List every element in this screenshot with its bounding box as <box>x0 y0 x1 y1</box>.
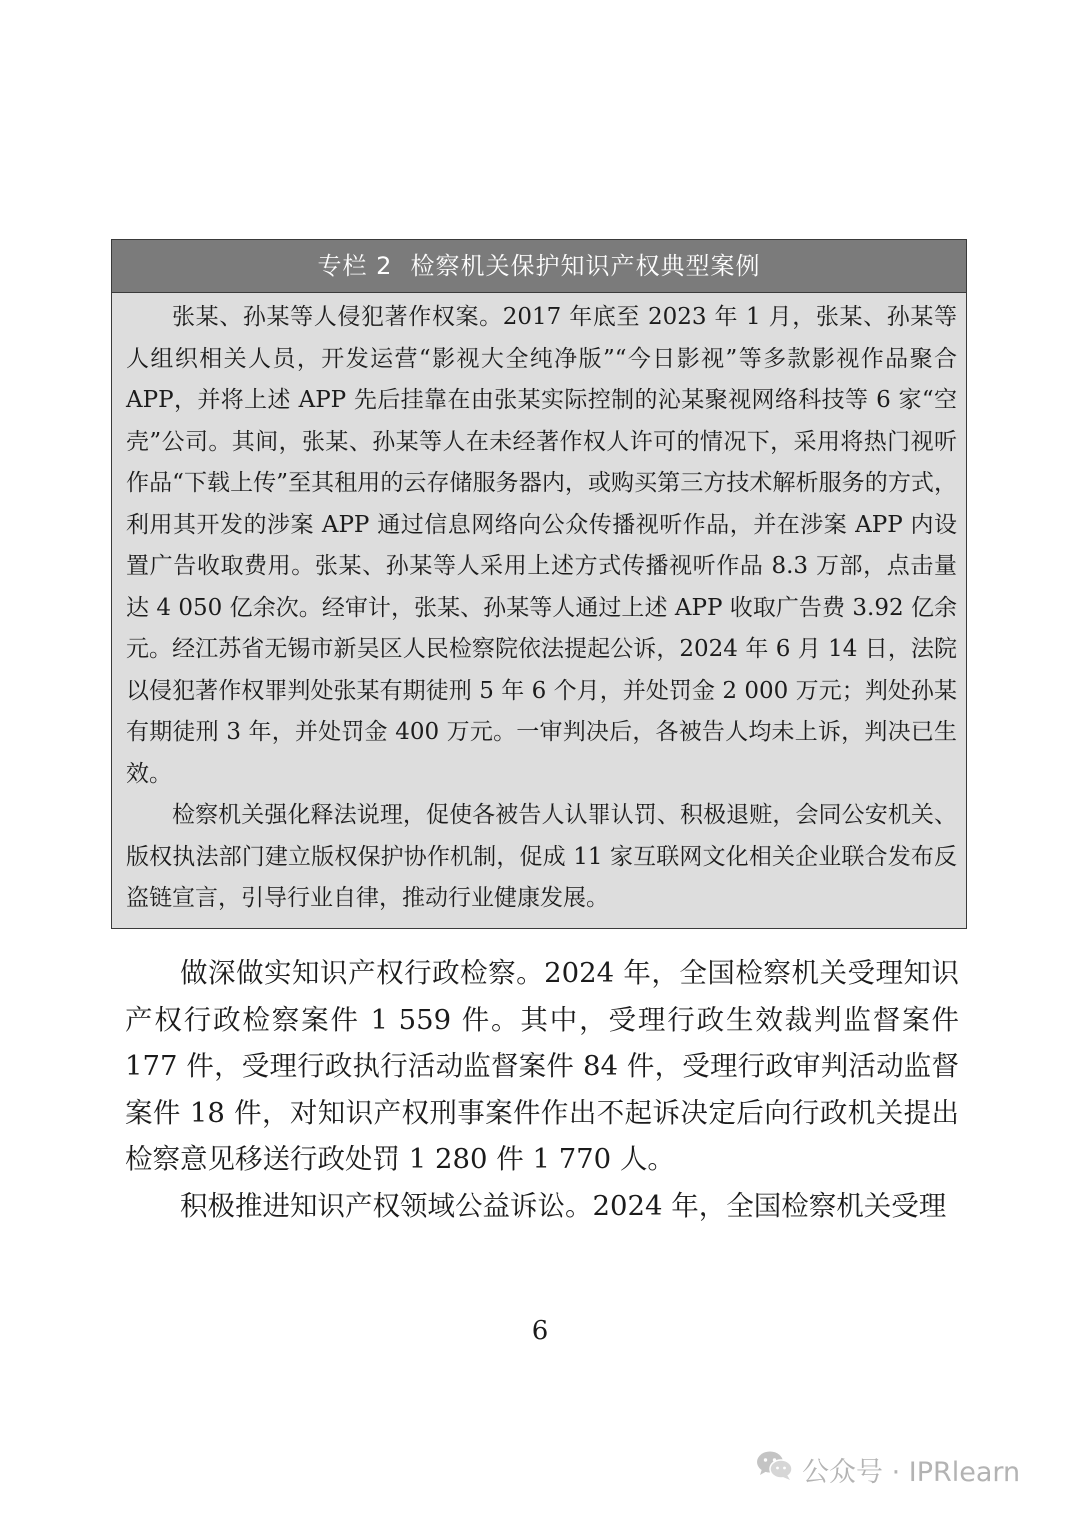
case-comment-paragraph: 检察机关强化释法说理，促使各被告人认罪认罚、积极退赃，会同公安机关、版权执法部门建立版权保护协作机制，促成 11 家互联网文化相关企业联合发布反盗链宣言，引导行业自律，推动行业健康发展。 <box>126 802 957 911</box>
feature-box-body <box>112 293 966 920</box>
body-paragraph: 做深做实知识产权行政检察。2024 年，全国检察机关受理知识产权行政检察案件 1 559 件。其中，受理行政生效裁判监督案件 177 件，受理行政执行活动监督案件 84 件，受理行政审判活动监督案件 18 件，对知识产权刑事案件作出不起诉决定后向行政机关提出检察意见移送行政处罚 1 280 件 1 770 人。 <box>125 957 959 1175</box>
watermark <box>756 1449 1020 1489</box>
feature-box <box>111 239 967 929</box>
page-number: 6 <box>531 1316 549 1346</box>
watermark-text: 公众号 · IPRlearn <box>802 1456 1021 1488</box>
body-paragraph: 积极推进知识产权领域公益诉讼。2024 年，全国检察机关受理 <box>180 1189 947 1222</box>
feature-box-title <box>112 240 966 293</box>
case-paragraph: 张某、孙某等人侵犯著作权案。2017 年底至 2023 年 1 月，张某、孙某等人组织相关人员，开发运营“影视大全纯净版”“今日影视”等多款影视作品聚合 APP，并将上述 APP 先后挂靠在由张某实际控制的沁某聚视网络科技等 6 家“空壳”公司。其间，张某、孙某等人在未经著作权人许可的情况下，采用将热门视听作品“下载上传”至其租用的云存储服务器内，或购买第三方技术解析服务的方式，利用其开发的涉案 APP 通过信息网络向公众传播视听作品，并在涉案 APP 内设置广告收取费用。张某、孙某等人采用上述方式传播视听作品 8.3 万部，点击量达 4 050 亿余次。经审计，张某、孙某等人通过上述 APP 收取广告费 3.92 亿余元。经江苏省无锡市新吴区人民检察院依法提起公诉，2024 年 6 月 14 日，法院以侵犯著作权罪判处张某有期徒刑 5 年 6 个月，并处罚金 2 000 万元；判处孙某有期徒刑 3 年，并处罚金 400 万元。一审判决后，各被告人均未上诉，判决已生效。 <box>126 304 957 787</box>
column-label: 专栏 2 <box>317 252 393 280</box>
main-text <box>125 950 959 1229</box>
feature-title: 检察机关保护知识产权典型案例 <box>410 252 761 280</box>
wechat-icon <box>756 1450 794 1489</box>
